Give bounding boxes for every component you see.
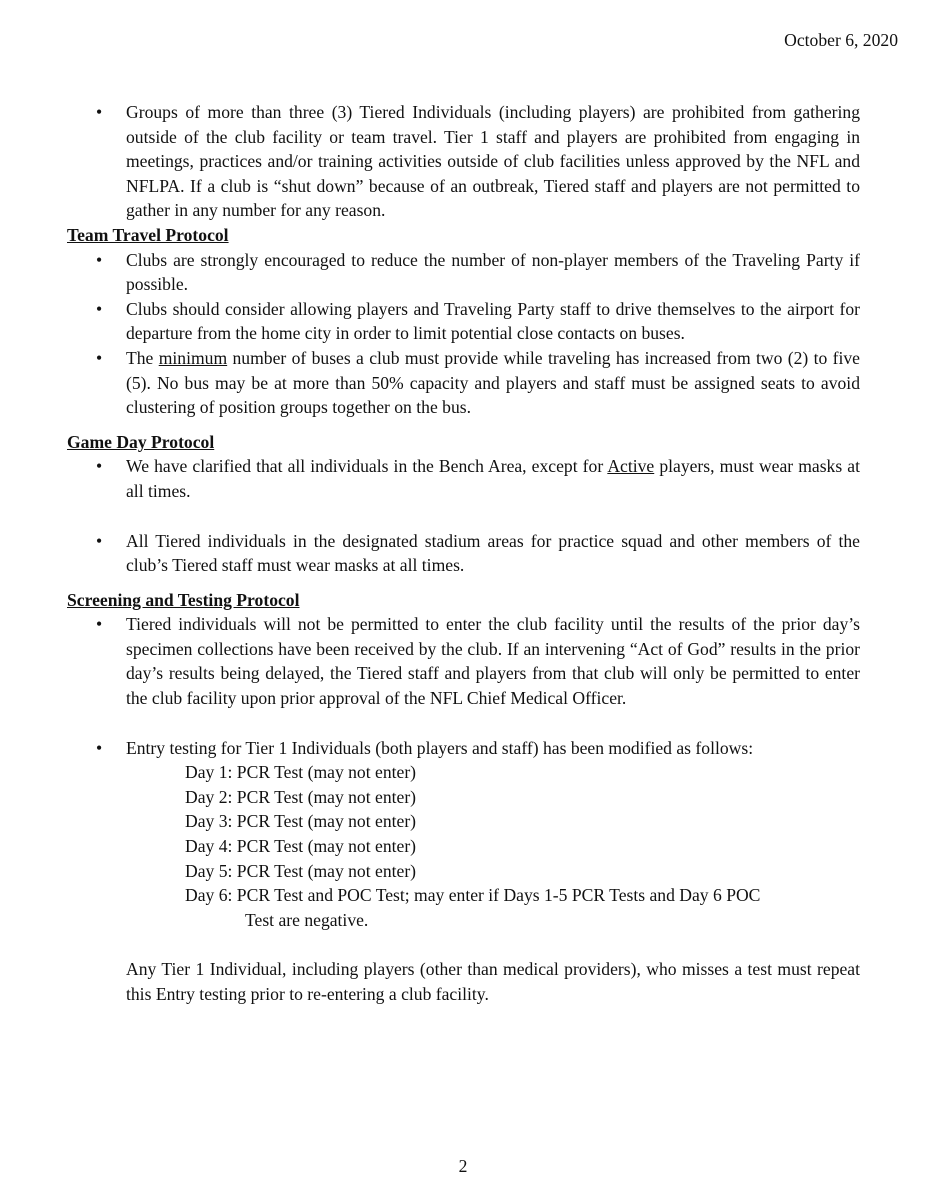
- team-travel-bullet-1: Clubs are strongly encouraged to reduce the number of non-player members of the Traveling Party if possible.: [126, 249, 860, 295]
- bullet-icon: •: [96, 249, 103, 270]
- entry-testing-closing: Any Tier 1 Individual, including players (other than medical providers), who misses a test must repeat this Entry testing prior to re-entering a club facility.: [126, 959, 860, 1004]
- list-item: [67, 529, 860, 578]
- day-item: Day 1: PCR Test (may not enter): [185, 762, 417, 783]
- entry-testing-day-list: [185, 760, 860, 932]
- day-item: Day 6: PCR Test and POC Test; may enter if Days 1-5 PCR Tests and Day 6 POC: [185, 885, 761, 906]
- game-day-bullet-1-post: players, must wear masks at all times.: [126, 456, 860, 501]
- bullet-icon: •: [96, 102, 103, 122]
- team-travel-heading: Team Travel Protocol: [67, 224, 229, 245]
- list-item: [67, 736, 860, 761]
- intro-bullet-text: Groups of more than three (3) Tiered Individuals (including players) are prohibited from gathering outside of the club facility or team travel. Tier 1 staff and players are prohibited from engaging in meetings, practices and/or training activities outside of club facilities unless approved by the NFL and NFLPA. If a club is “shut down” because of an outbreak, Tiered staff and players are not permitted to gather in any number for any reason.: [126, 102, 860, 221]
- game-day-heading: Game Day Protocol: [67, 431, 215, 452]
- screening-bullet-2: Entry testing for Tier 1 Individuals (both players and staff) has been modified as follows:: [126, 737, 754, 758]
- bullet-icon: •: [96, 530, 103, 551]
- document-body: [67, 100, 860, 1007]
- game-day-bullet-1-underlined: Active: [607, 456, 655, 477]
- page-number: 2: [458, 1156, 468, 1176]
- team-travel-list: [67, 248, 860, 420]
- screening-bullet-1: Tiered individuals will not be permitted to enter the club facility until the results of the prior day’s specimen collections have been received by the club. If an intervening “Act of God” results in the prior day’s results being delayed, the Tiered staff and players from that club will only be permitted to enter the club facility upon prior approval of the NFL Chief Medical Officer.: [126, 614, 860, 709]
- screening-heading: Screening and Testing Protocol: [67, 589, 300, 610]
- game-day-bullet-1-pre: We have clarified that all individuals in the Bench Area, except for: [126, 456, 608, 477]
- list-item: [67, 248, 860, 297]
- document-date: October 6, 2020: [784, 30, 898, 50]
- day-item: Day 4: PCR Test (may not enter): [185, 836, 417, 857]
- day-item: Day 3: PCR Test (may not enter): [185, 811, 417, 832]
- team-travel-bullet-3-post: number of buses a club must provide while traveling has increased from two (2) to five (5). No bus may be at more than 50% capacity and players and staff must be assigned seats to avoid clustering of position groups together on the bus.: [126, 347, 860, 418]
- list-item: [67, 100, 860, 223]
- bullet-icon: •: [96, 298, 103, 319]
- team-travel-bullet-3-underlined: minimum: [158, 347, 228, 368]
- game-day-bullet-2: All Tiered individuals in the designated stadium areas for practice squad and other members of the club’s Tiered staff must wear masks at all times.: [126, 530, 860, 576]
- bullet-icon: •: [96, 456, 103, 477]
- list-item: [67, 454, 860, 503]
- list-item: [67, 346, 860, 420]
- team-travel-bullet-2: Clubs should consider allowing players and Traveling Party staff to drive themselves to the airport for departure from the home city in order to limit potential close contacts on buses.: [126, 298, 860, 344]
- bullet-icon: •: [96, 347, 103, 368]
- game-day-list: [67, 454, 860, 577]
- list-item: [67, 297, 860, 346]
- bullet-icon: •: [96, 614, 103, 635]
- list-item: [67, 612, 860, 710]
- day-6-continuation: Test are negative.: [245, 909, 369, 930]
- bullet-icon: •: [96, 737, 103, 758]
- screening-list: [67, 612, 860, 760]
- team-travel-bullet-3-pre: The: [126, 347, 159, 368]
- intro-bullet-list: [67, 100, 860, 223]
- day-item: Day 2: PCR Test (may not enter): [185, 786, 417, 807]
- day-item: Day 5: PCR Test (may not enter): [185, 860, 417, 881]
